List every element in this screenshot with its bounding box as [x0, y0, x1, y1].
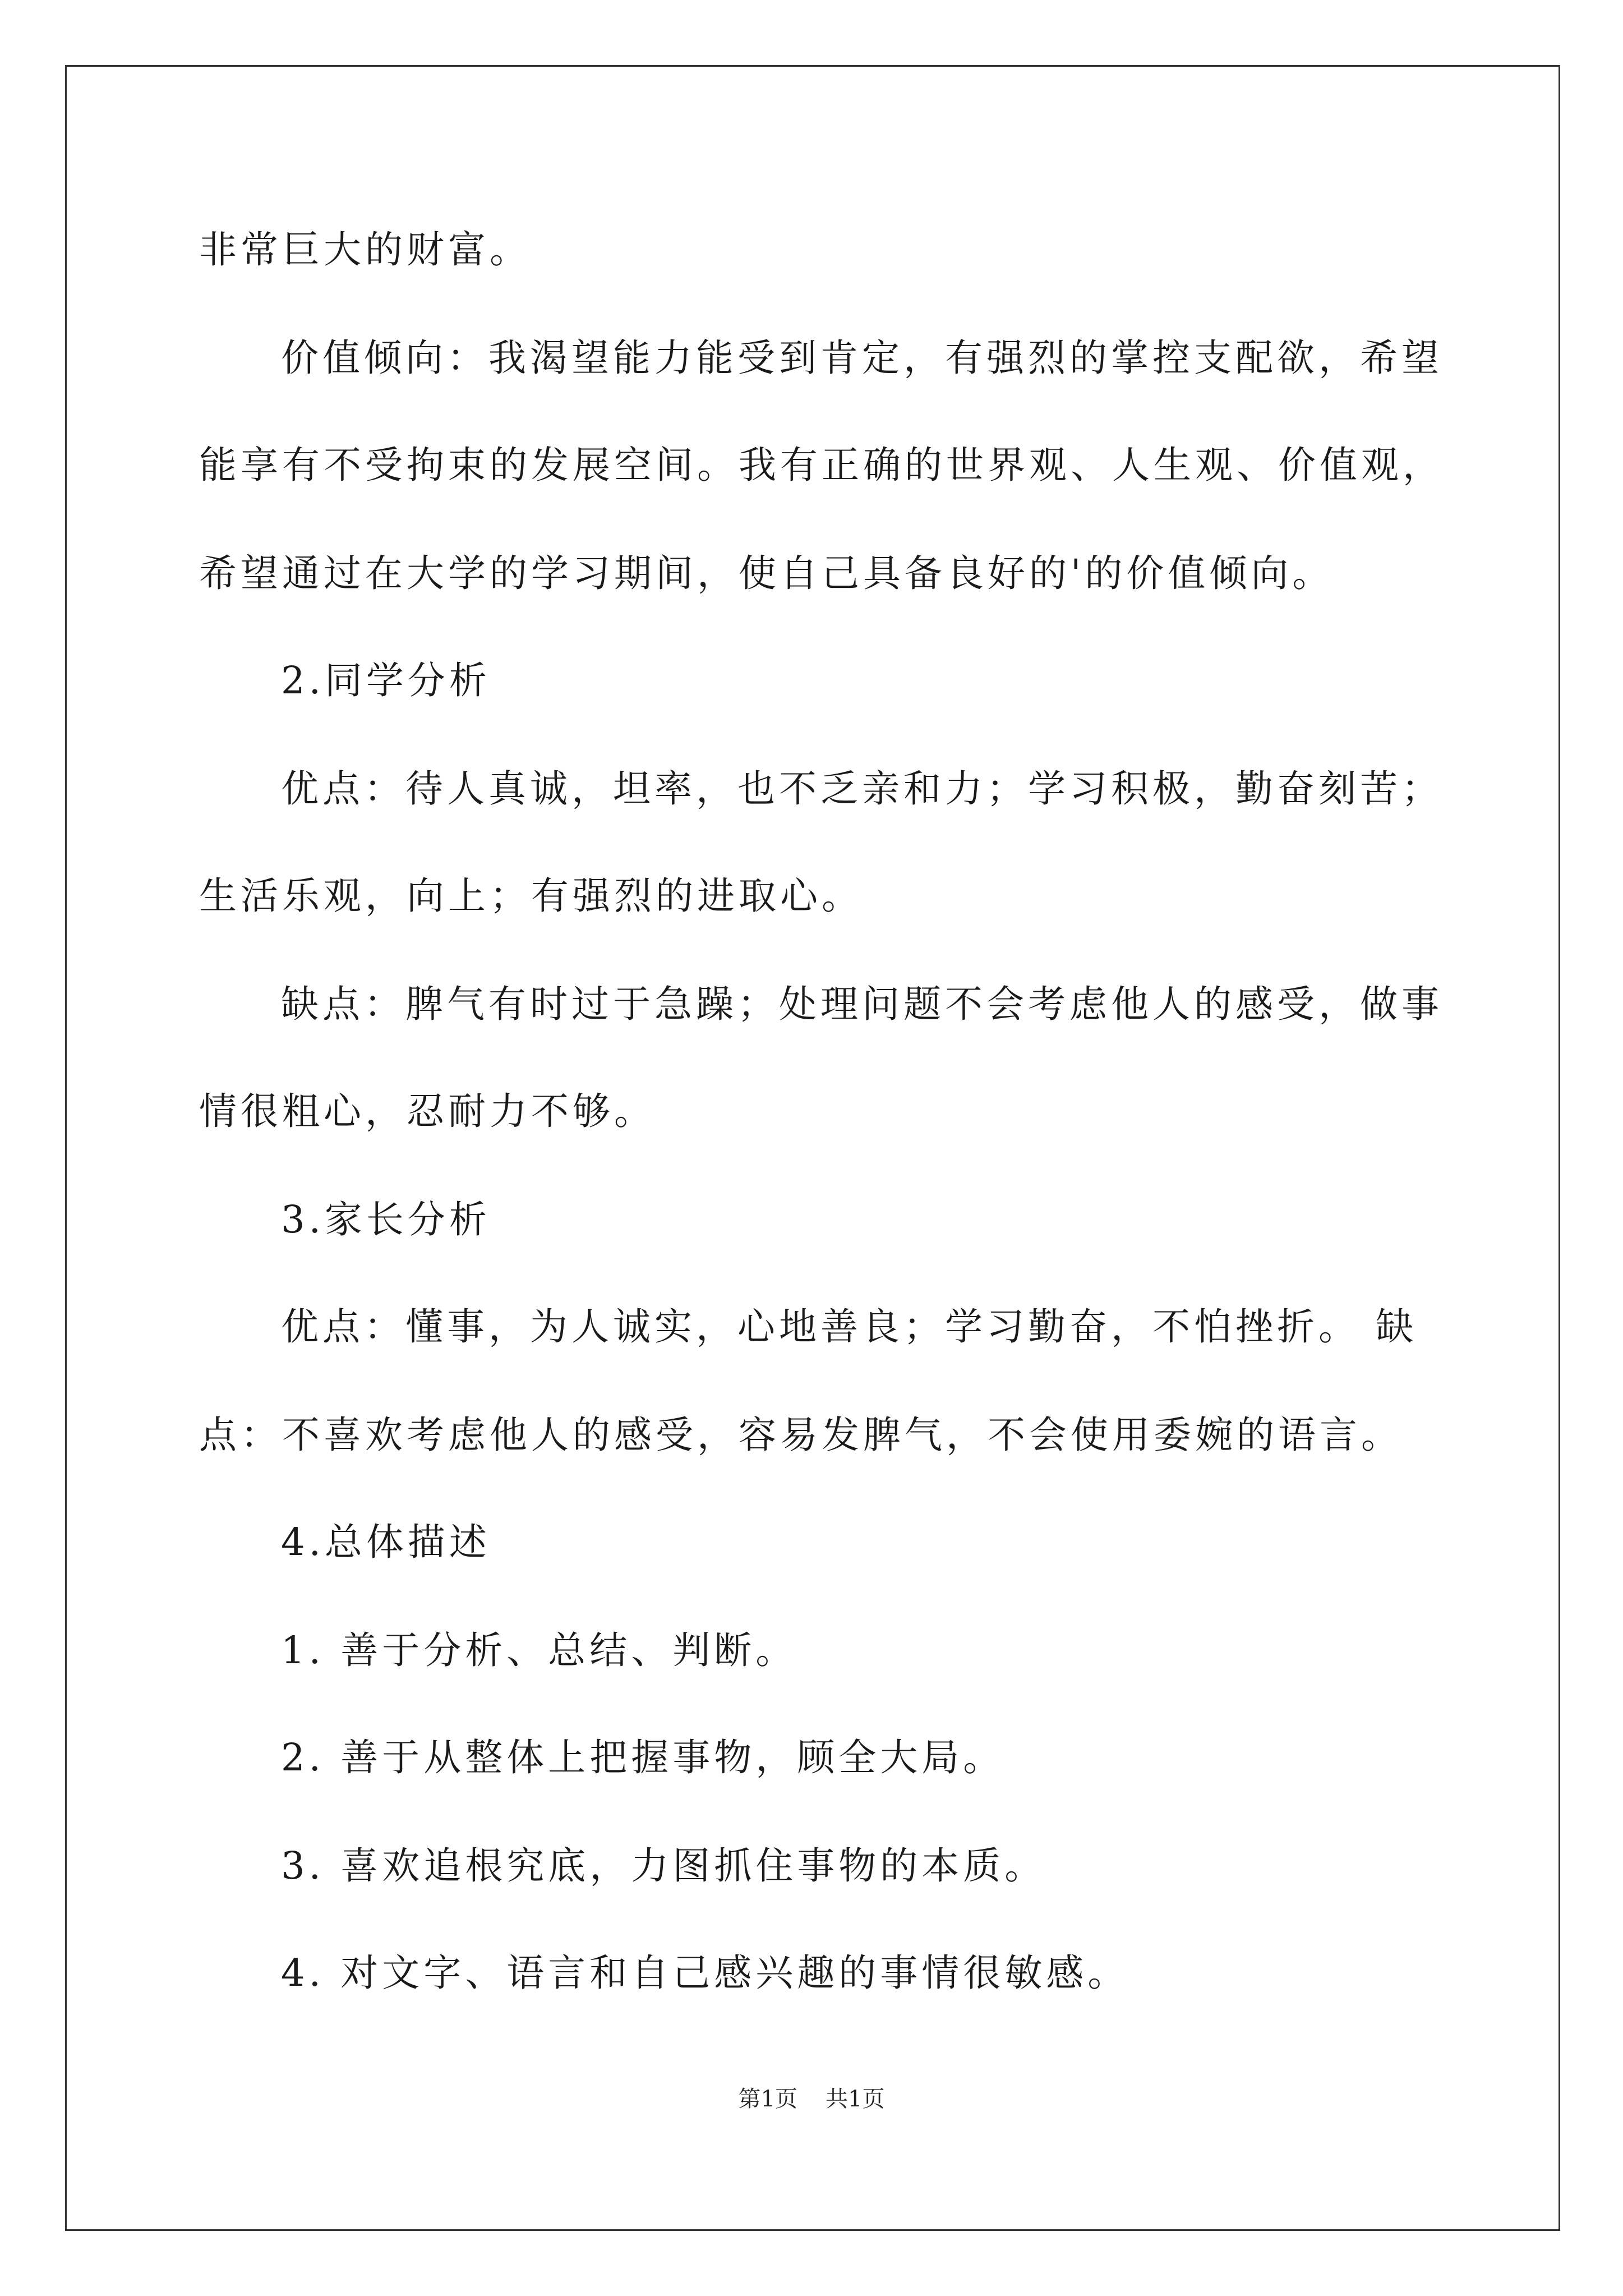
paragraph-line: 优点：待人真诚，坦率，也不乏亲和力；学习积极，勤奋刻苦； — [281, 767, 1443, 811]
page-total: 共1页 — [826, 2086, 885, 2112]
list-item: 2. 善于从整体上把握事物，顾全大局。 — [281, 1736, 1005, 1779]
page-border — [65, 65, 1560, 2231]
section-heading: 3.家长分析 — [281, 1198, 491, 1241]
section-heading: 4.总体描述 — [281, 1520, 491, 1564]
section-heading: 2.同学分析 — [281, 659, 491, 702]
paragraph-line: 情很粗心，忍耐力不够。 — [199, 1089, 656, 1133]
paragraph-line: 希望通过在大学的学习期间，使自己具备良好的'的价值倾向。 — [199, 551, 1334, 595]
page-number: 第1页 — [738, 2086, 797, 2112]
paragraph-line: 缺点：脾气有时过于急躁；处理问题不会考虑他人的感受，做事 — [281, 982, 1443, 1026]
paragraph-line: 生活乐观，向上；有强烈的进取心。 — [199, 874, 863, 918]
paragraph-line: 价值倾向：我渴望能力能受到肯定，有强烈的掌控支配欲，希望 — [281, 336, 1443, 380]
list-item: 3. 喜欢追根究底，力图抓住事物的本质。 — [281, 1844, 1046, 1888]
paragraph-line: 点：不喜欢考虑他人的感受，容易发脾气，不会使用委婉的语言。 — [199, 1413, 1403, 1457]
page-footer — [0, 2085, 1623, 2113]
paragraph-line: 非常巨大的财富。 — [199, 228, 531, 272]
paragraph-line: 能享有不受拘束的发展空间。我有正确的世界观、人生观、价值观， — [199, 443, 1444, 487]
paragraph-line: 优点：懂事，为人诚实，心地善良；学习勤奋，不怕挫折。 缺 — [281, 1305, 1418, 1349]
list-item: 4. 对文字、语言和自己感兴趣的事情很敏感。 — [281, 1951, 1129, 1995]
list-item: 1. 善于分析、总结、判断。 — [281, 1628, 797, 1672]
